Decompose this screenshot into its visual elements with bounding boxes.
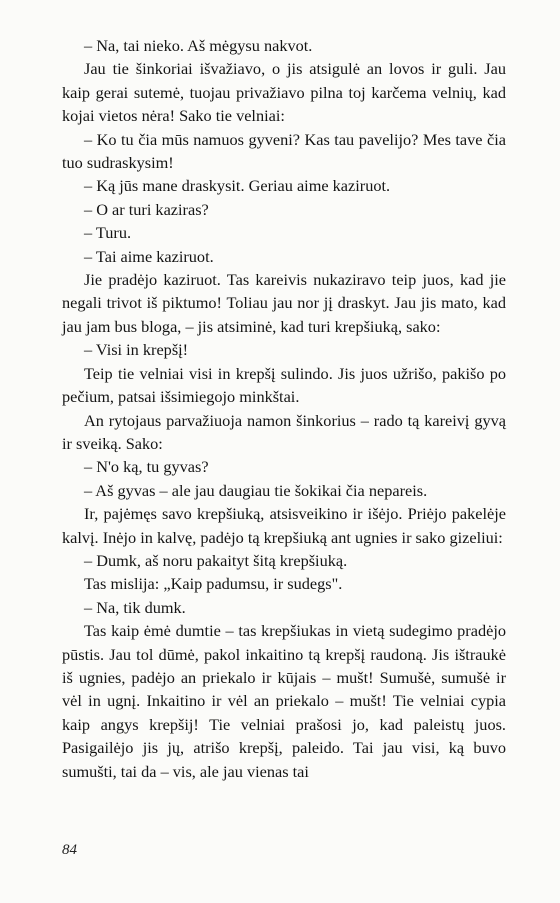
paragraph: – Ką jūs mane draskysit. Geriau aime kaziruot. <box>84 176 391 196</box>
paragraph: – Visi in krepšį! <box>84 340 189 360</box>
paragraph: – Na, tai nieko. Aš mėgysu nakvot. <box>84 36 313 55</box>
paragraph: – O ar turi kaziras? <box>84 199 209 219</box>
paragraph: Teip tie velniai visi in krepšį sulindo. Jis juos užrišo, pakišo po pečium, patsai išsimiegojo minkštai. <box>62 363 506 407</box>
paragraph: Jau tie šinkoriai išvažiavo, o jis atsigulė an lovos ir guli. Jau kaip gerai sutemė, tuojau privažiavo pilna toj karčema velnių, kad kojai vietos nėra! Sako tie velniai: <box>62 59 506 126</box>
paragraph: Jie pradėjo kaziruot. Tas kareivis nukaziravo teip juos, kad jie negali trivot iš piktumo! Toliau jau nor jį draskyt. Jau jis mato, kad jau jam bus bloga, – jis atsiminė, kad turi krepšiuką, sako: <box>62 270 506 336</box>
paragraph: Tas kaip ėmė dumtie – tas krepšiukas in vietą sudegimo pradėjo pūstis. Jau tol dūmė, pakol inkaitino tą krepšį raudoną. Jis ištraukė iš ugnies, padėjo an priekalo ir kūjais – mušt! Sumušė, sumušė ir vėl in ugnį. Inkaitino ir vėl an priekalo – mušt! Tie velniai cypia kaip angys krepšij! Tie velniai prašosi jo, kad paleistų juos. Pasigailėjo jis jų, atrišo krepšį, paleido. Tai jau visi, ką buvo sumušti, tai da – vis, ale jau vienas tai <box>62 621 506 781</box>
paragraph: – Dumk, aš noru pakaityt šitą krepšiuką. <box>84 550 348 570</box>
paragraph: Tas mislija: „Kaip padumsu, ir sudegs". <box>84 574 343 594</box>
paragraph: Ir, pajėmęs savo krepšiuką, atsisveikino ir išėjo. Priėjo pakelėje kalvį. Inėjo in kalvę, padėjo tą krepšiuką ant ugnies ir sako gizeliui: <box>62 504 506 547</box>
paragraph: – Ko tu čia mūs namuos gyveni? Kas tau pavelijo? Mes tave čia tuo sudraskysim! <box>62 129 506 173</box>
page-number: 84 <box>62 842 77 858</box>
paragraph: An rytojaus parvažiuoja namon šinkorius – rado tą kareivį gyvą ir sveiką. Sako: <box>62 410 506 453</box>
paragraph: – Turu. <box>84 223 132 243</box>
paragraph: – N'o ką, tu gyvas? <box>84 457 209 477</box>
paragraph: – Tai aime kaziruot. <box>84 246 214 266</box>
body-text <box>62 34 506 783</box>
paragraph: – Aš gyvas – ale jau daugiau tie šokikai čia nepareis. <box>84 480 428 500</box>
paragraph: – Na, tik dumk. <box>84 597 186 617</box>
